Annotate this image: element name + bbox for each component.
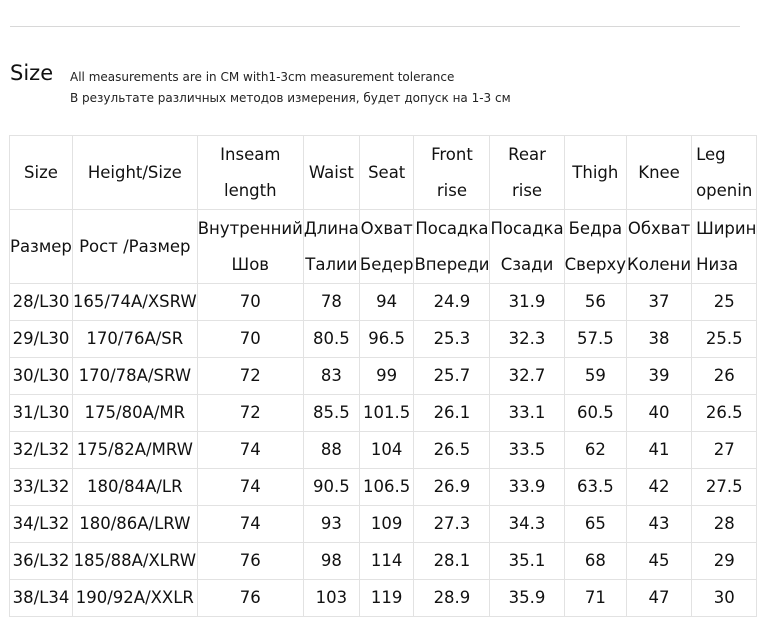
table-cell: 28.9 [414, 580, 490, 617]
table-cell: 33.9 [490, 469, 564, 506]
table-cell: 175/80A/MR [72, 395, 197, 432]
table-cell: 45 [627, 543, 692, 580]
table-cell: 76 [197, 580, 303, 617]
table-cell: 34/L32 [10, 506, 73, 543]
header-cell [627, 136, 692, 210]
header-text: Thigh [572, 162, 619, 182]
header-text: Rear [508, 144, 546, 164]
table-cell: 33.1 [490, 395, 564, 432]
table-cell: 26.5 [414, 432, 490, 469]
header-text: Внутренний [197, 218, 303, 238]
header-cell [414, 136, 490, 210]
header-text: Waist [308, 162, 354, 182]
header-cell [692, 136, 757, 210]
table-cell: 28/L30 [10, 284, 73, 321]
table-row [10, 543, 757, 580]
table-cell: 25.3 [414, 321, 490, 358]
header-text: Низа [696, 254, 739, 274]
header-text: Height/Size [87, 162, 182, 182]
table-cell: 24.9 [414, 284, 490, 321]
header-cell [197, 136, 303, 210]
table-cell: 180/84A/LR [72, 469, 197, 506]
header-text: Колени [627, 254, 692, 274]
table-cell: 33/L32 [10, 469, 73, 506]
note-russian: В результате различных методов измерения, будет допуск на 1-3 см [70, 91, 511, 105]
header-cell [10, 210, 73, 284]
table-row [10, 284, 757, 321]
table-cell: 119 [359, 580, 414, 617]
table-cell: 106.5 [359, 469, 414, 506]
header-cell [692, 210, 757, 284]
table-cell: 56 [564, 284, 626, 321]
header-text: Талии [305, 254, 358, 274]
header-cell [72, 136, 197, 210]
table-cell: 80.5 [303, 321, 359, 358]
table-cell: 40 [627, 395, 692, 432]
table-cell: 88 [303, 432, 359, 469]
table-cell: 74 [197, 432, 303, 469]
table-cell: 26 [692, 358, 757, 395]
table-cell: 26.9 [414, 469, 490, 506]
header-text: Ширин [696, 218, 757, 238]
table-cell: 170/78A/SRW [72, 358, 197, 395]
table-cell: 30 [692, 580, 757, 617]
table-cell: 26.1 [414, 395, 490, 432]
table-cell: 34.3 [490, 506, 564, 543]
table-cell: 33.5 [490, 432, 564, 469]
page-title: Size [10, 61, 54, 85]
table-cell: 37 [627, 284, 692, 321]
table-cell: 76 [197, 543, 303, 580]
table-cell: 36/L32 [10, 543, 73, 580]
header-text: Шов [231, 254, 270, 274]
header-text: Длина [303, 218, 359, 238]
table-cell: 70 [197, 321, 303, 358]
table-cell: 32/L32 [10, 432, 73, 469]
table-cell: 27.5 [692, 469, 757, 506]
header-row-english [10, 136, 757, 210]
header-cell [627, 210, 692, 284]
header-text: Leg [696, 144, 726, 164]
table-cell: 78 [303, 284, 359, 321]
header-text: length [223, 180, 277, 200]
header-text: Посадка [490, 218, 564, 238]
header-text: Бедра [568, 218, 623, 238]
table-cell: 43 [627, 506, 692, 543]
table-cell: 27.3 [414, 506, 490, 543]
header-text: Рост /Размер [79, 236, 191, 256]
table-cell: 74 [197, 469, 303, 506]
table-cell: 62 [564, 432, 626, 469]
header-text: Впереди [414, 254, 490, 274]
table-cell: 59 [564, 358, 626, 395]
table-cell: 29 [692, 543, 757, 580]
top-divider [10, 26, 740, 27]
header-text: Посадка [415, 218, 489, 238]
table-cell: 31/L30 [10, 395, 73, 432]
table-cell: 60.5 [564, 395, 626, 432]
header-cell [72, 210, 197, 284]
table-cell: 98 [303, 543, 359, 580]
header-cell [359, 210, 414, 284]
table-cell: 42 [627, 469, 692, 506]
header-row-russian [10, 210, 757, 284]
table-cell: 25.5 [692, 321, 757, 358]
header-cell [10, 136, 73, 210]
table-cell: 175/82A/MRW [72, 432, 197, 469]
table-cell: 28.1 [414, 543, 490, 580]
table-cell: 165/74A/XSRW [72, 284, 197, 321]
header-text: openin [696, 180, 753, 200]
table-cell: 72 [197, 358, 303, 395]
table-row [10, 358, 757, 395]
header-text: Охват [360, 218, 413, 238]
header-cell [414, 210, 490, 284]
table-cell: 39 [627, 358, 692, 395]
header-text: Обхват [627, 218, 691, 238]
table-row [10, 469, 757, 506]
table-cell: 28 [692, 506, 757, 543]
table-cell: 35.1 [490, 543, 564, 580]
header-text: Size [24, 162, 58, 182]
table-row [10, 395, 757, 432]
table-cell: 38 [627, 321, 692, 358]
table-cell: 31.9 [490, 284, 564, 321]
table-cell: 38/L34 [10, 580, 73, 617]
table-cell: 72 [197, 395, 303, 432]
table-row [10, 432, 757, 469]
note-english: All measurements are in CM with1-3cm measurement tolerance [70, 70, 455, 84]
header-text: Сзади [500, 254, 554, 274]
table-cell: 94 [359, 284, 414, 321]
table-row [10, 321, 757, 358]
header-text: Front [431, 144, 473, 164]
table-cell: 101.5 [359, 395, 414, 432]
table-cell: 190/92A/XXLR [72, 580, 197, 617]
table-cell: 90.5 [303, 469, 359, 506]
table-cell: 30/L30 [10, 358, 73, 395]
header-text: Бедер [359, 254, 414, 274]
table-cell: 99 [359, 358, 414, 395]
table-cell: 93 [303, 506, 359, 543]
table-cell: 114 [359, 543, 414, 580]
header-text: rise [436, 180, 467, 200]
header-text: Seat [368, 162, 406, 182]
table-cell: 25.7 [414, 358, 490, 395]
header-cell [564, 136, 626, 210]
table-cell: 104 [359, 432, 414, 469]
header-cell [564, 210, 626, 284]
table-cell: 25 [692, 284, 757, 321]
table-cell: 71 [564, 580, 626, 617]
header-text: Knee [638, 162, 680, 182]
table-cell: 83 [303, 358, 359, 395]
table-cell: 74 [197, 506, 303, 543]
table-cell: 170/76A/SR [72, 321, 197, 358]
table-row [10, 506, 757, 543]
table-cell: 65 [564, 506, 626, 543]
table-cell: 185/88A/XLRW [72, 543, 197, 580]
header-cell [490, 210, 564, 284]
table-row [10, 580, 757, 617]
header-text: Размер [10, 236, 72, 256]
table-cell: 26.5 [692, 395, 757, 432]
table-cell: 68 [564, 543, 626, 580]
table-cell: 70 [197, 284, 303, 321]
table-cell: 96.5 [359, 321, 414, 358]
size-chart-table [9, 135, 757, 617]
table-cell: 63.5 [564, 469, 626, 506]
header-text: rise [511, 180, 543, 200]
table-cell: 85.5 [303, 395, 359, 432]
table-cell: 29/L30 [10, 321, 73, 358]
table-cell: 35.9 [490, 580, 564, 617]
table-cell: 180/86A/LRW [72, 506, 197, 543]
table-cell: 27 [692, 432, 757, 469]
header-cell [303, 210, 359, 284]
table-cell: 57.5 [564, 321, 626, 358]
header-cell [490, 136, 564, 210]
table-cell: 103 [303, 580, 359, 617]
table-cell: 109 [359, 506, 414, 543]
table-cell: 32.3 [490, 321, 564, 358]
header-cell [197, 210, 303, 284]
header-text: Сверху [564, 254, 627, 274]
header-cell [303, 136, 359, 210]
table-cell: 41 [627, 432, 692, 469]
table-cell: 32.7 [490, 358, 564, 395]
table-cell: 47 [627, 580, 692, 617]
header-cell [359, 136, 414, 210]
header-text: Inseam [220, 144, 281, 164]
